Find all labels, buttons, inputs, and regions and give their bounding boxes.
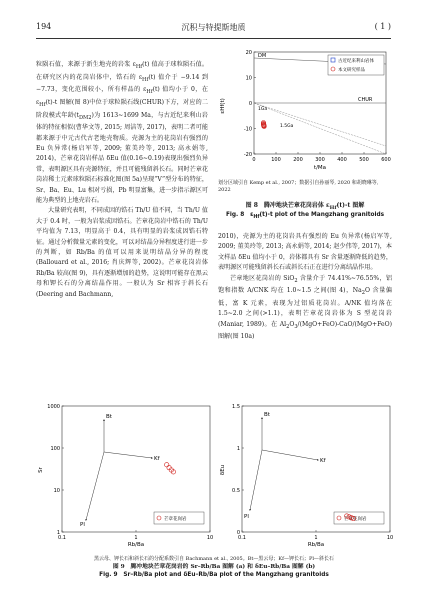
journal-title: 沉积与特提斯地质 [181,23,246,32]
x-tick-label: 10 [386,535,394,541]
x-tick-label: 0 [252,157,256,163]
figure-9-caption [36,555,392,579]
pl-vector [86,452,104,520]
ga-line [254,103,386,146]
page-number: 194 [36,22,52,31]
x-axis-label: t/Ma [313,165,327,171]
figure-8-caption-en: Fig. 8 $\varepsilon_{Hf}(t)-t$ plot of the Mangzhang granitoids [225,212,385,221]
figure-9b-plot [220,400,400,550]
figure-8-source-note: 划分区域引自 Kemp et al., 2007；数据引自孙丽琴, 2020 和胡晓琳等, 2022 [218,180,379,193]
y-axis-label: δEu [220,464,226,476]
x-tick-label: 100 [271,157,281,163]
bt-label: Bt [106,414,112,420]
y-tick-label: 0 [236,529,240,536]
x-axis-label: Rb/Ba [307,542,325,548]
figure-8-plot [218,46,392,174]
figure-9-caption-en: Fig. 9 Sr–Rb/Ba plot and δEu–Rb/Ba plot of the Mangzhang granitoids [99,572,329,578]
pl-label: Pl [244,514,249,520]
figure-9b [220,400,400,550]
page-header [36,22,391,36]
figure-8-caption [218,180,392,221]
legend-label-samples: 本文研究样品 [338,68,365,73]
figure-9-note: 黑云母、钾长石和斜长石的分配系数引自 Bachmann et al., 2005。Bt—黑云母；Kf—钾长石；Pl—斜长石 [94,556,334,562]
figure-8-caption-cn: 图 8 腾冲地块芒章花岗岩体 $\varepsilon_{Hf}(t)-t$ 图解 [245,202,365,212]
bt-label: Bt [264,412,270,418]
legend [334,512,384,524]
figure-8 [218,46,392,174]
y-axis-label: Sr [38,467,44,473]
x-tick-label: 400 [337,157,347,163]
paragraph: 粒陨石值，来源于新生地壳的岩浆 $\varepsilon_{Hf}(t)$ 值高于球粒陨石值。在研究区内的花岗岩体中，锆石的 $\varepsilon_{Hf}(t)$ 值介于 −9.14 到 −7.73，变化范围较小，所有样品的 $\varepsilon_{Hf}(t)$ 值均小于 0，在 $\varepsilon_{Hf}(t)-t$ 图解(图 8)中位于球粒陨石线(CHUR)下方，对应的二阶段模式年龄$(t_{DM2})$为 1613~1699 Ma，与古近纪来利山岩体的特征相似(曹华文等, 2015; 周洁等, 2017)，表明二者可能都来源于中元古代古老地壳物质。壳源为主的花岗岩有强烈的 Eu 负异常(杨启军等, 2009; 董美玲等, 2013; 高永娟等, 2014)，芒章花岗岩样品 δEu 值(0.16~0.19)表现出强烈负异常，表明源区具有壳源特征，并且可能残留斜长石。同时芒章花岗岩稀土元素球粒陨石标准化图(图 5a)呈现“V”型分布的特征，Sr、Ba、Eu、Lu 相对亏损，Pb 明显富集，进一步指示源区可能为典型的上地壳岩石。 [36,61,209,204]
x-tick-label: 10 [206,535,214,541]
y-tick-label: 20 [245,49,252,56]
x-tick-label: 600 [381,157,391,163]
y-tick-label: 100 [50,445,60,452]
paragraph: 芒章地区花岗岩的 SiO$_2$ 含量介于 74.41%~76.55%，铝饱和指数 A/CNK 均在 1.0~1.5 之间(图 4)，$Na_2O$ 含量偏低，富 K 元素，表现为过铝质花岗岩。A/NK 值均落在 1.5~2.0 之间(>1.1)，表明芒章花岗岩体为 S 型花岗岩(Maniar, 1989)。在 $Al_2O_3/(MgO+FeO)-CaO/(MgO+FeO)$ 图解(图 10a) [218,274,392,341]
x-tick-label: 0.1 [58,535,66,541]
y-tick-label: 10 [53,487,60,494]
figure-9-caption-cn: 图 9 腾冲地块芒章花岗岩的 Sr–Rb/Ba 图解 (a) 和 δEu–Rb/Ba 图解 (b) [112,564,316,570]
figure-9a [36,400,216,550]
pl-label: Pl [80,522,85,528]
x-tick-label: 1 [314,535,318,541]
y-tick-label: 1000 [47,403,60,410]
paragraph: 2010)，壳源为主的花岗岩具有强烈的 Eu 负异常(杨启军等, 2009; 董美玲等, 2013; 高永娟等, 2014; 赵少伟等, 2017)，本文样品 δEu 值均小于 0，岩体都具有 Sr 含量逐渐降低的趋势，表明源区可能残留斜长石或斜长石正在进行分离结晶作用。 [218,233,392,272]
y-tick-label: 0.5 [232,487,240,494]
kf-label: Kf [320,458,326,464]
dm-label: DM [258,53,267,59]
legend [154,512,204,524]
y-tick-label: -10 [243,126,252,133]
x-tick-label: 0.1 [238,535,246,541]
left-column [36,60,208,300]
y-tick-label: 1 [236,445,240,452]
figure-9a-plot [36,400,216,550]
y-tick-label: 1.5 [232,403,240,410]
y-tick-label: 1 [56,529,60,536]
paragraph: 大量研究表明，不同成因的锆石 Th/U 值不同，当 Th/U 值大于 0.4 时，一般为岩浆成因锆石。芒章花岗岩中锆石的 Th/U 平均值为 7.13，明显高于 0.4，具有明显的岩浆成因锆石特征。通过分析微量元素的变化，可以对结晶分异程度进行进一步的判断，如 Rb/Ba 的值可以用来说明结晶分异的程度(Ballouard et al., 2016; 肖庆辉等, 2002)。芒章花岗岩体 Rb/Ba 较高(图 9)，具有逐渐增加的趋势，这说明可能存在黑云母和钾长石的分离结晶作用。一般认为 Sr 相容于斜长石(Deering and Bachmann, [36,207,208,298]
y-tick-label: -20 [243,151,252,158]
ga1-label: 1Ga [258,107,268,112]
x-tick-label: 200 [293,157,303,163]
legend-label: 芒章花岗岩 [344,517,367,522]
x-axis-label: Rb/Ba [127,542,145,548]
issue-number: ( 1 ) [374,22,391,31]
pl-vector [250,450,262,510]
header-rule [36,38,391,39]
y-axis-label: εHf(t) [220,98,226,114]
kf-label: Kf [154,456,160,462]
ga15-label: 1.5Ga [280,124,294,129]
kf-vector [104,452,152,458]
sample-point [165,463,169,467]
x-tick-label: 500 [359,157,369,163]
sample-points [261,121,266,129]
kf-vector [262,450,318,460]
right-column [218,232,392,343]
chur-label: CHUR [358,97,373,103]
x-tick-label: 1 [134,535,138,541]
y-tick-label: 10 [245,75,252,82]
legend [328,55,384,75]
legend-label: 芒章花岗岩 [164,517,187,522]
sample-points [165,463,176,475]
legend-label-laili: 古近纪来利山岩体 [338,59,374,64]
ga15-line [254,103,386,154]
y-tick-label: 0 [248,100,252,107]
x-tick-label: 300 [315,157,325,163]
